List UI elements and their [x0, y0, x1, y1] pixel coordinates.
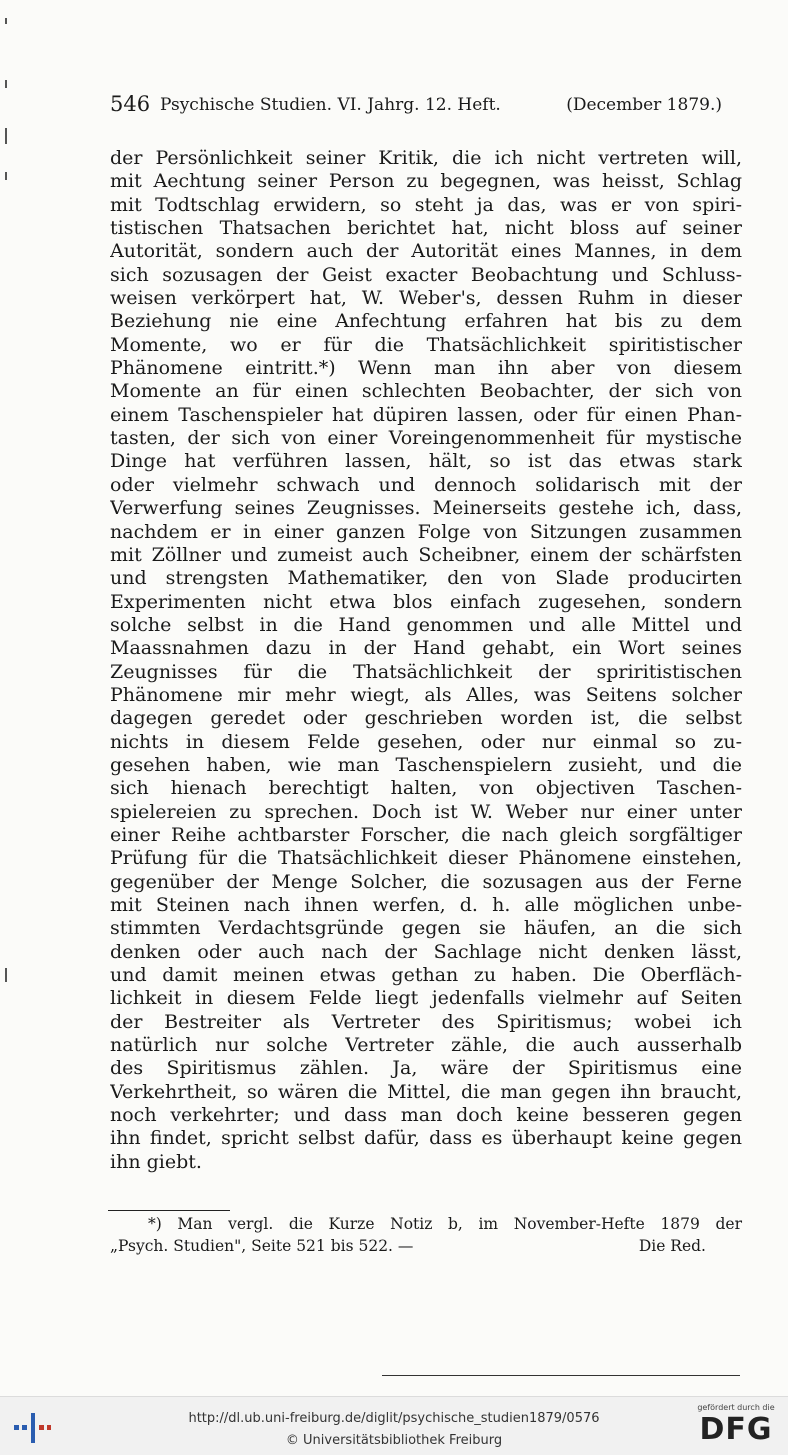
text-line: Autorität, sondern auch der Autorität eines Mannes, in dem [110, 240, 742, 263]
text-line: Prüfung für die Thatsächlichkeit dieser Phänomene einstehen, [110, 847, 742, 870]
text-line: mit Aechtung seiner Person zu begegnen, was heisst, Schlag [110, 170, 742, 193]
text-line: der Bestreiter als Vertreter des Spiritismus; wobei ich [110, 1010, 742, 1033]
text-line: und damit meinen etwas gethan zu haben. Die Oberfläch- [110, 964, 742, 987]
text-line: stimmten Verdachtsgründe gegen sie häufen, an die sich [110, 917, 742, 940]
text-line: Phänomene mir mehr wiegt, als Alles, was Seitens solcher [110, 683, 742, 706]
text-line: der Persönlichkeit seiner Kritik, die ich nicht vertreten will, [110, 147, 742, 169]
footer-bar [0, 1396, 788, 1455]
text-line: solche selbst in die Hand genommen und alle Mittel und [110, 613, 742, 636]
copyright-notice: © Universitätsbibliothek Freiburg [285, 1433, 503, 1448]
text-line: nachdem er in einer ganzen Folge von Sitzungen zusammen [110, 520, 742, 543]
editor-signature: Die Red. [638, 1237, 706, 1255]
footnote-rule [108, 1210, 230, 1211]
text-line: und strengsten Mathematiker, den von Slade producirten [110, 567, 742, 590]
margin-mark [5, 172, 7, 180]
text-line: ihn findet, spricht selbst dafür, dass es überhaupt keine gegen [110, 1127, 742, 1150]
text-line: Experimenten nicht etwa blos einfach zugesehen, sondern [110, 590, 742, 613]
text-line: einem Taschenspieler hat düpiren lassen, oder für einen Phan- [110, 403, 742, 426]
text-line: oder vielmehr schwach und dennoch solidarisch mit der [110, 473, 742, 496]
page-number: 546 [110, 92, 151, 116]
text-line: dagegen geredet oder geschrieben worden ist, die selbst [110, 707, 742, 730]
footnote-line-2 [110, 1235, 742, 1257]
text-line: Momente, wo er für die Thatsächlichkeit spiritistischer [110, 333, 742, 356]
text-line: lichkeit in diesem Felde liegt jedenfalls vielmehr auf Seiten [110, 987, 742, 1010]
text-line: sich sozusagen der Geist exacter Beobachtung und Schluss- [110, 263, 742, 286]
text-line: spielereien zu sprechen. Doch ist W. Weber nur einer unter [110, 800, 742, 823]
running-title: Psychische Studien. VI. Jahrg. 12. Heft. [160, 95, 501, 115]
text-line: denken oder auch nach der Sachlage nicht denken lässt, [110, 940, 742, 963]
text-line: ihn giebt. [110, 1150, 202, 1173]
text-line: Phänomene eintritt.*) Wenn man ihn aber von diesem [110, 357, 742, 380]
text-line: gesehen haben, wie man Taschenspielern zusieht, und die [110, 753, 742, 776]
text-line: mit Zöllner und zumeist auch Scheibner, einem der schärfsten [110, 543, 742, 566]
text-line: tasten, der sich von einer Voreingenommenheit für mystische [110, 427, 742, 450]
body-text [110, 147, 742, 1174]
text-line: weisen verkörpert hat, W. Weber's, dessen Ruhm in dieser [110, 287, 742, 310]
text-line: Verkehrtheit, so wären die Mittel, die man gegen ihn braucht, [110, 1080, 742, 1103]
footnote-line-1: *) Man vergl. die Kurze Notiz b, im November-Hefte 1879 der [148, 1215, 742, 1233]
bottom-rule [382, 1375, 740, 1376]
issue-date: (December 1879.) [566, 95, 722, 115]
margin-mark [5, 968, 7, 982]
text-line: Momente an für einen schlechten Beobachter, der sich von [110, 380, 742, 403]
text-line: des Spiritismus zählen. Ja, wäre der Spiritismus eine [110, 1057, 742, 1080]
text-line: Verwerfung seines Zeugnisses. Meinerseits gestehe ich, dass, [110, 497, 742, 520]
text-line: Maassnahmen dazu in der Hand gehabt, ein Wort seines [110, 637, 742, 660]
margin-mark [5, 80, 7, 88]
text-line: gegenüber der Menge Solcher, die sozusagen aus der Ferne [110, 870, 742, 893]
footnote [110, 1213, 742, 1257]
margin-mark [5, 18, 7, 24]
text-line: Zeugnisses für die Thatsächlichkeit der spriritistischen [110, 660, 742, 683]
dfg-caption: gefördert durch die [697, 1403, 775, 1412]
text-line: mit Todtschlag erwidern, so steht ja das, was er von spiri- [110, 193, 742, 216]
text-line: tistischen Thatsachen berichtet hat, nicht bloss auf seiner [110, 217, 742, 240]
text-line: einer Reihe achtbarster Forscher, die nach gleich sorgfältiger [110, 823, 742, 846]
text-line: natürlich nur solche Vertreter zähle, die auch ausserhalb [110, 1034, 742, 1057]
running-header [110, 92, 722, 120]
dfg-logo: DFG [699, 1412, 773, 1447]
text-line: Dinge hat verführen lassen, hält, so ist das etwas stark [110, 450, 742, 473]
footnote-reference: „Psych. Studien", Seite 521 bis 522. — [110, 1237, 414, 1255]
text-line: sich hienach berechtigt halten, von objectiven Taschen- [110, 777, 742, 800]
text-line: Beziehung nie eine Anfechtung erfahren hat bis zu dem [110, 310, 742, 333]
permalink[interactable]: http://dl.ub.uni-freiburg.de/diglit/psychische_studien1879/0576 [188, 1411, 600, 1426]
text-line: nichts in diesem Felde gesehen, oder nur einmal so zu- [110, 730, 742, 753]
text-line: noch verkehrter; und dass man doch keine besseren gegen [110, 1104, 742, 1127]
margin-mark [5, 128, 7, 144]
text-line: mit Steinen nach ihnen werfen, d. h. alle möglichen unbe- [110, 894, 742, 916]
